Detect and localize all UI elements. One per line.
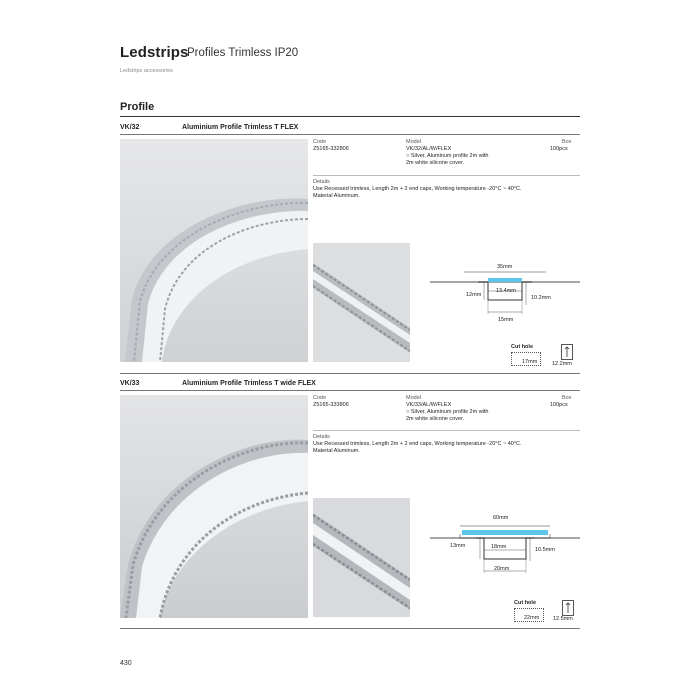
cut-hole-label: Cut hole	[514, 600, 536, 606]
dimension-inner: 18mm	[491, 544, 507, 550]
product-name: Aluminium Profile Trimless T FLEX	[182, 124, 299, 131]
product-detail-photo	[313, 243, 410, 362]
details-material: Material Aluminum.	[313, 448, 360, 454]
page-subtitle: Profiles Trimless IP20	[187, 47, 299, 59]
dimension-top: 60mm	[493, 515, 509, 521]
product-divider	[120, 390, 580, 391]
product-photo-wide-profile	[120, 395, 308, 618]
product-divider	[120, 628, 580, 629]
cut-hole-width: 22mm	[524, 615, 540, 621]
model-label: Model	[406, 395, 421, 401]
cut-hole-depth: 12.2mm	[552, 361, 572, 367]
details-material: Material Aluminum.	[313, 193, 360, 199]
product-divider	[120, 134, 580, 135]
cross-section-diagram	[430, 260, 580, 340]
cut-hole-depth-icon	[562, 600, 574, 616]
code-label: Code	[313, 395, 327, 401]
product-detail-photo	[313, 498, 410, 617]
dimension-bottom: 15mm	[498, 317, 514, 323]
page-title: Ledstrips	[120, 44, 189, 61]
details-label: Details	[313, 179, 330, 185]
cut-hole-depth-icon	[561, 344, 573, 360]
spec-divider	[313, 175, 580, 176]
dimension-left: 12mm	[466, 292, 482, 298]
section-divider	[120, 116, 580, 117]
code-value: Z5165-333806	[313, 402, 349, 408]
box-value: 100pcs	[550, 402, 568, 408]
details-label: Details	[313, 434, 330, 440]
page-number: 430	[120, 660, 132, 667]
box-label: Box	[562, 139, 572, 145]
dimension-top: 35mm	[497, 264, 513, 270]
product-code-label: VK/33	[120, 380, 140, 387]
model-value: VK/32/AL/W/FLEX	[406, 146, 452, 152]
dimension-right: 10.5mm	[535, 547, 555, 553]
cut-hole-width: 17mm	[522, 359, 538, 365]
product-photo-curved-profile	[120, 139, 308, 362]
cut-hole-depth: 12.5mm	[553, 616, 573, 622]
box-value: 100pcs	[550, 146, 568, 152]
dimension-left: 13mm	[450, 543, 466, 549]
section-title: Profile	[120, 101, 155, 113]
model-description: ○ Silver, Aluminum profile 2m with	[406, 409, 489, 415]
dimension-inner: 13.4mm	[496, 288, 516, 294]
cut-hole-label: Cut hole	[511, 344, 533, 350]
spec-divider	[313, 430, 580, 431]
model-description-2: 2m white silicone cover.	[406, 160, 465, 166]
model-description-2: 2m white silicone cover.	[406, 416, 465, 422]
model-label: Model	[406, 139, 421, 145]
model-value: VK/33/AL/W/FLEX	[406, 402, 452, 408]
product-name: Aluminium Profile Trimless T wide FLEX	[182, 380, 316, 387]
code-label: Code	[313, 139, 327, 145]
code-value: Z5165-332806	[313, 146, 349, 152]
box-label: Box	[562, 395, 572, 401]
dimension-bottom: 20mm	[494, 566, 510, 572]
product-code-label: VK/32	[120, 124, 140, 131]
product-divider	[120, 373, 580, 374]
cross-section-diagram	[430, 516, 580, 596]
details-text: Use Recessed trimless, Length 2m + 2 end caps, Working temperature -20°C ~ 40°C.	[313, 441, 522, 447]
model-description: ○ Silver, Aluminum profile 2m with	[406, 153, 489, 159]
dimension-right: 10.2mm	[531, 295, 551, 301]
details-text: Use Recessed trimless, Length 2m + 2 end caps, Working temperature -20°C ~ 40°C.	[313, 186, 522, 192]
breadcrumb: Ledstrips accessories	[120, 68, 173, 74]
